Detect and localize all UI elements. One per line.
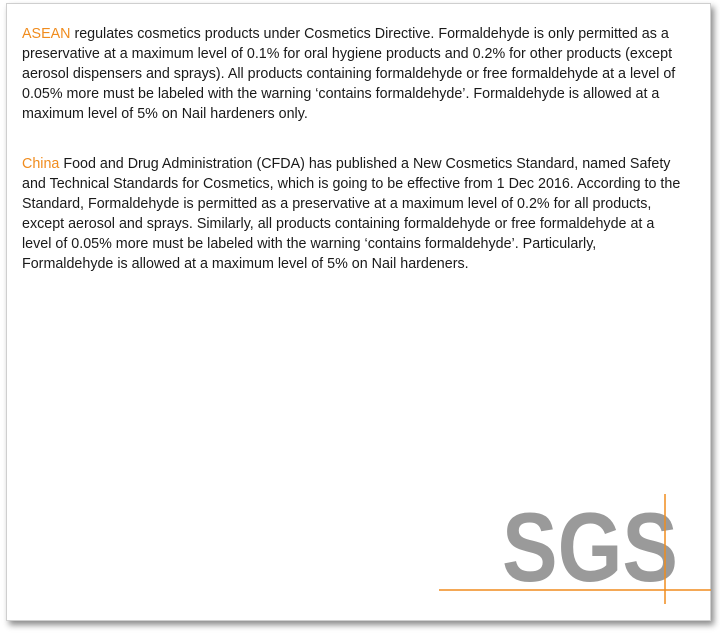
document-page: [6, 3, 711, 621]
sgs-logo-text: SGS: [502, 492, 678, 602]
paragraph-china-text: Food and Drug Administration (CFDA) has published a New Cosmetics Standard, named Safety and Technical Standards for Cosmetics, which is going to be effective from 1 Dec 2016. According to the Standard, Formaldehyde is permitted as a preservative at a maximum level of 0.2% for all products, except aerosol and sprays. Similarly, all products containing formaldehyde or free formaldehyde at a level of 0.05% more must be labeled with the warning ‘contains formaldehyde’. Particularly, Formaldehyde is allowed at a maximum level of 5% on Nail hardeners.: [22, 156, 681, 272]
region-label-asean: ASEAN: [22, 26, 71, 42]
region-label-china: China: [22, 156, 60, 172]
paragraph-china: [22, 154, 682, 274]
sgs-logo: [439, 492, 711, 604]
paragraph-asean-text: regulates cosmetics products under Cosmetics Directive. Formaldehyde is only permitted as a preservative at a maximum level of 0.1% for oral hygiene products and 0.2% for other products (except aerosol dispensers and sprays). All products containing formaldehyde or free formaldehyde at a level of 0.05% more must be labeled with the warning ‘contains formaldehyde’. Formaldehyde is allowed at a maximum level of 5% on Nail hardeners only.: [22, 26, 676, 122]
paragraph-asean: [22, 24, 682, 124]
